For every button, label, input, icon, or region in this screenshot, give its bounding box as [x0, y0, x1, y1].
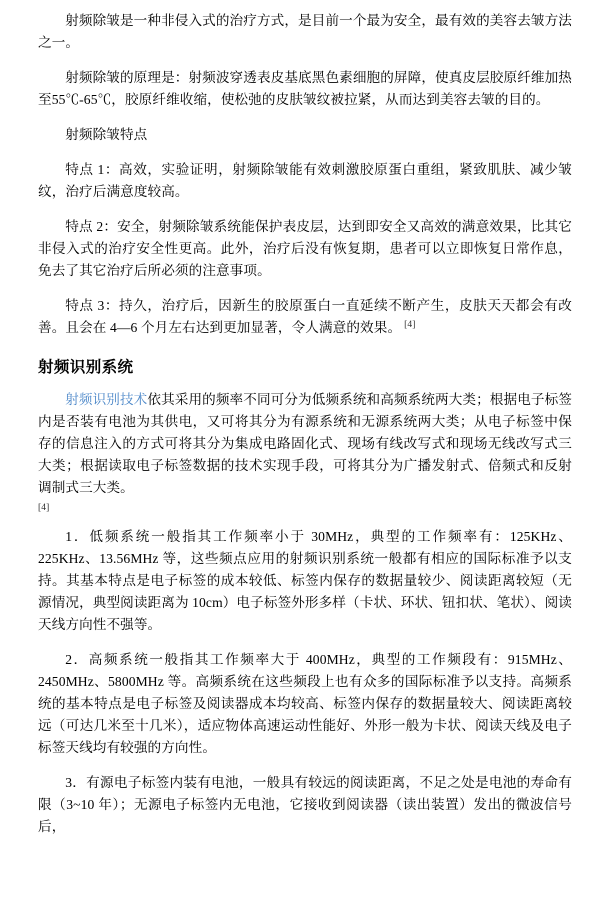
reference-marker-rfid: [4]	[38, 503, 50, 514]
paragraph-intro-1: 射频除皱是一种非侵入式的治疗方式，是目前一个最为安全，最有效的美容去皱方法之一。	[38, 13, 572, 51]
paragraph-feature-1: 特点 1：高效，实验证明，射频除皱能有效刺激胶原蛋白重组，紧致肌肤、减少皱纹，治疗后满意度较高。	[38, 162, 572, 200]
rfid-intro-body: 依其采用的频率不同可分为低频系统和高频系统两大类；根据电子标签内是否装有电池为其供电，又可将其分为有源系统和无源系统两大类；从电子标签中保存的信息注入的方式可将其分为集成电路固化式、现场有线改写式和现场无线改写式三大类；根据读取电子标签数据的技术实现手段，可将其分为广播发射式、倍频式和反射调制式三大类。	[38, 392, 572, 496]
rfid-technology-link[interactable]: 射频识别技术	[65, 392, 148, 408]
section-heading-rfid-system: 射频识别系统	[38, 359, 134, 377]
paragraph-rfid-intro	[38, 389, 572, 499]
reference-marker: [4]	[404, 319, 416, 330]
list-item-high-frequency: 2．高频系统一般指其工作频率大于 400MHz，典型的工作频段有：915MHz、2450MHz、5800MHz 等。高频系统在这些频段上也有众多的国际标准予以支持。高频系统的基本特点是电子标签及阅读器成本均较高、标签内保存的数据量较大、阅读距离较远（可达几米至十几米），适应物体高速运动性能好、外形一般为卡状、阅读天线及电子标签天线均有较强的方向性。	[38, 651, 572, 755]
paragraph-feature-3	[38, 295, 572, 339]
paragraph-intro-2: 射频除皱的原理是：射频波穿透表皮基底黑色素细胞的屏障，使真皮层胶原纤维加热至55℃-65℃，胶原纤维收缩，使松弛的皮肤皱纹被拉紧，从而达到美容去皱的目的。	[38, 70, 572, 108]
feature-3-text: 特点 3：持久，治疗后，因新生的胶原蛋白一直延续不断产生，皮肤天天都会有改善。且会在 4—6 个月左右达到更加显著，令人满意的效果。	[38, 298, 572, 336]
paragraph-feature-2: 特点 2：安全，射频除皱系统能保护表皮层，达到即安全又高效的满意效果，比其它非侵入式的治疗安全性更高。此外，治疗后没有恢复期，患者可以立即恢复日常作息，免去了其它治疗后所必须的注意事项。	[38, 219, 572, 279]
list-item-low-frequency: 1．低频系统一般指其工作频率小于 30MHz，典型的工作频率有：125KHz、225KHz、13.56MHz 等，这些频点应用的射频识别系统一般都有相应的国际标准予以支持。其基本特点是电子标签的成本较低、标签内保存的数据量较少、阅读距离较短（无源情况，典型阅读距离为 10cm）电子标签外形多样（卡状、环状、钮扣状、笔状）、阅读天线方向性不强等。	[38, 528, 572, 632]
list-item-active-tag: 3．有源电子标签内装有电池，一般具有较远的阅读距离，不足之处是电池的寿命有限（3~10 年）；无源电子标签内无电池，它接收到阅读器（读出装置）发出的微波信号后，	[38, 774, 572, 834]
paragraph-features-title: 射频除皱特点	[65, 127, 148, 143]
